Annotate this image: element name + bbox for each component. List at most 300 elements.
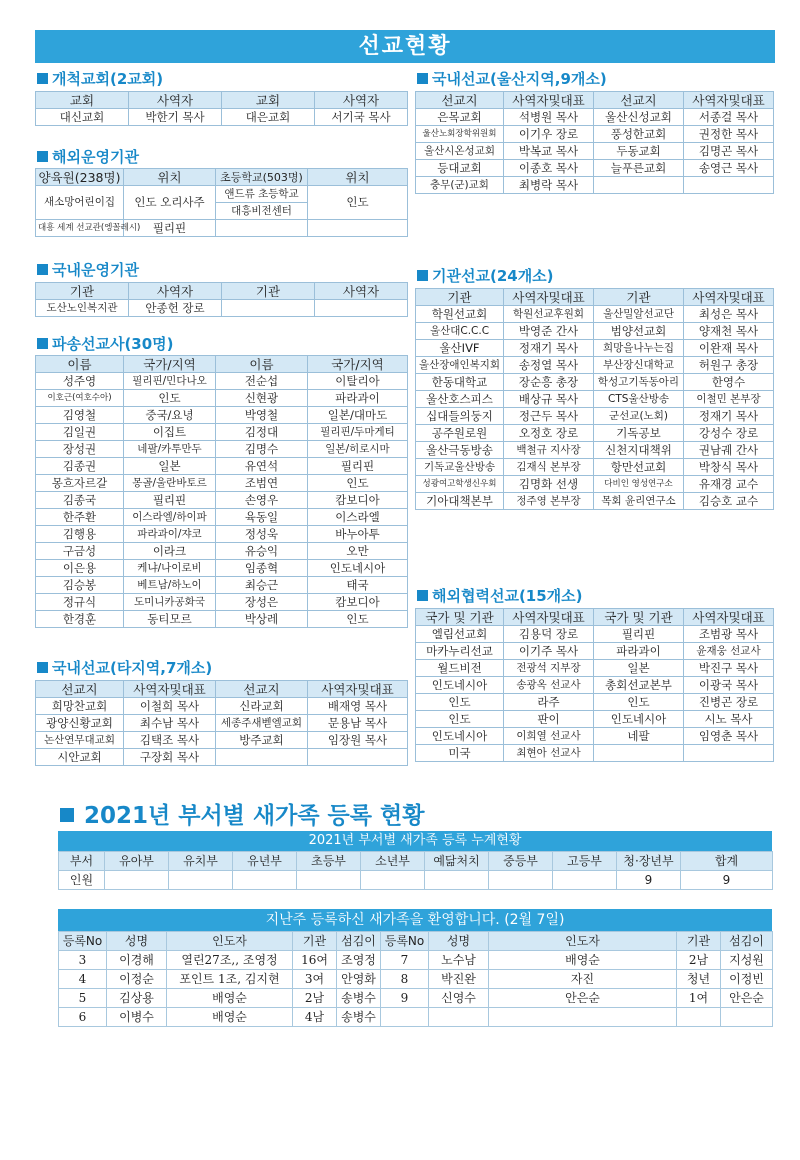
table-row [416, 493, 774, 510]
table-cell: 신천지대책위 [594, 442, 684, 459]
table-row [36, 560, 408, 577]
header-cell: 양육원(238명) [36, 169, 124, 186]
header-cell: 섬김이 [721, 932, 773, 951]
table-cell: 인도네시아 [416, 677, 504, 694]
table-cell: 전광석 지부장 [504, 660, 594, 677]
table-row [416, 126, 774, 143]
table-cell: 인도네시아 [594, 711, 684, 728]
table-cell: 임영춘 목사 [684, 728, 774, 745]
table-cell: 김재식 본부장 [504, 459, 594, 476]
table-cell: 박한기 목사 [129, 109, 222, 126]
header-cell: 선교지 [416, 92, 504, 109]
header-cell: 기관 [594, 289, 684, 306]
header-cell: 사역자및대표 [684, 92, 774, 109]
header-cell: 합계 [681, 852, 773, 871]
table-row [416, 408, 774, 425]
table-cell: 인도 [416, 711, 504, 728]
table-cell: 목회 윤리연구소 [594, 493, 684, 510]
header-cell: 위치 [124, 169, 216, 186]
table-cell: 이완재 목사 [684, 340, 774, 357]
table-cell: 은목교회 [416, 109, 504, 126]
table-cell: 신라교회 [216, 698, 308, 715]
table-row [416, 374, 774, 391]
table-cell: 김종권 [36, 458, 124, 475]
table-cell: 청년 [677, 970, 721, 989]
table-cell: 울산IVF [416, 340, 504, 357]
table-cell: 송병수 [337, 989, 381, 1008]
table-cell: 대흥 세계 선교관(엥꼴레시) [36, 220, 124, 237]
table-cell: 김종국 [36, 492, 124, 509]
table-cell: 김승호 교수 [684, 493, 774, 510]
table-cell [169, 871, 233, 890]
table-cell: 허원구 총장 [684, 357, 774, 374]
table-row [416, 357, 774, 374]
table-cell: 항만선교회 [594, 459, 684, 476]
table-cell: 두동교회 [594, 143, 684, 160]
table-cell: 8 [381, 970, 429, 989]
header-cell: 국가 및 기관 [594, 609, 684, 626]
table-cell: 윤재웅 선교사 [684, 643, 774, 660]
table-row [36, 594, 408, 611]
table-cell: 김명화 선생 [504, 476, 594, 493]
table-cell: 오만 [308, 543, 408, 560]
table-cell: 이병수 [107, 1008, 167, 1027]
table-cell [594, 177, 684, 194]
table-cell: 이스라엘/하이파 [124, 509, 216, 526]
square-bullet-icon [37, 264, 48, 275]
table-row [59, 989, 773, 1008]
header-cell: 선교지 [36, 681, 124, 698]
table-cell: 정주영 본부장 [504, 493, 594, 510]
table-cell: 동티모르 [124, 611, 216, 628]
table-cell: 신현광 [216, 390, 308, 407]
header-cell: 등록No [381, 932, 429, 951]
table-cell: 김승봉 [36, 577, 124, 594]
table-cell: 판이 [504, 711, 594, 728]
table-cell: 김택조 목사 [124, 732, 216, 749]
table-cell: 2남 [677, 951, 721, 970]
table-cell: 백철규 지사장 [504, 442, 594, 459]
table-cell: 이탈리아 [308, 373, 408, 390]
domestic-org-table [35, 282, 408, 317]
header-cell: 유년부 [233, 852, 297, 871]
table-cell: 문용남 목사 [308, 715, 408, 732]
header-cell: 사역자및대표 [124, 681, 216, 698]
table-cell: 케냐/나이로비 [124, 560, 216, 577]
header-cell: 성명 [429, 932, 489, 951]
table-cell: 안은순 [489, 989, 677, 1008]
table-cell: 이은용 [36, 560, 124, 577]
table-row [36, 509, 408, 526]
table-cell: 최수남 목사 [124, 715, 216, 732]
table-cell: 진병곤 장로 [684, 694, 774, 711]
table-cell: 서기국 목사 [315, 109, 408, 126]
table-row [36, 373, 408, 390]
registration-summary-table [58, 851, 773, 890]
table-cell: CTS울산방송 [594, 391, 684, 408]
table-row [416, 745, 774, 762]
table-cell [684, 177, 774, 194]
table-cell [222, 300, 315, 317]
header-cell: 이름 [36, 356, 124, 373]
table-cell: 정규식 [36, 594, 124, 611]
table-cell: 십대들의둥지 [416, 408, 504, 425]
table-cell: 울산장애인복지회 [416, 357, 504, 374]
table-cell [677, 1008, 721, 1027]
table-cell: 김명수 [216, 441, 308, 458]
table-row [416, 306, 774, 323]
header-cell: 선교지 [594, 92, 684, 109]
table-cell: 5 [59, 989, 107, 1008]
table-row [416, 442, 774, 459]
header-cell: 소년부 [361, 852, 425, 871]
table-cell: 포인트 1조, 김지현 [167, 970, 293, 989]
table-cell: 등대교회 [416, 160, 504, 177]
table-cell [315, 300, 408, 317]
table-cell: 논산연무대교회 [36, 732, 124, 749]
table-cell: 3 [59, 951, 107, 970]
table-cell: 이종호 목사 [504, 160, 594, 177]
table-cell: 장순흥 총장 [504, 374, 594, 391]
table-cell: 태국 [308, 577, 408, 594]
header-cell: 기관 [293, 932, 337, 951]
page-banner: 선교현황 [35, 30, 775, 63]
table-row [36, 543, 408, 560]
square-bullet-icon [417, 73, 428, 84]
table-cell: 신영수 [429, 989, 489, 1008]
header-cell: 예닮처치 [425, 852, 489, 871]
table-cell: 9 [617, 871, 681, 890]
table-cell: 이호근(여호수아) [36, 390, 124, 407]
table-row [36, 441, 408, 458]
table-row [416, 391, 774, 408]
dispatched-missionary-table [35, 355, 408, 628]
table-cell: 열린27조,, 조영정 [167, 951, 293, 970]
table-cell: 울산노회장학위원회 [416, 126, 504, 143]
table-cell: 인도 오리사주 [124, 186, 216, 220]
table-cell: 조범연 [216, 475, 308, 492]
table-row [416, 694, 774, 711]
table-cell: 이스라엘 [308, 509, 408, 526]
domestic-mission-ulsan-table [415, 91, 774, 194]
square-bullet-icon [37, 73, 48, 84]
header-cell: 청·장년부 [617, 852, 681, 871]
table-cell: 오정호 장로 [504, 425, 594, 442]
table-cell: 임종혁 [216, 560, 308, 577]
table-cell: 조영정 [337, 951, 381, 970]
table-cell: 부산장신대학교 [594, 357, 684, 374]
table-cell: 파라과이/쟈코 [124, 526, 216, 543]
table-cell: 몽골/울란바토르 [124, 475, 216, 492]
table-cell: 학원선교회 [416, 306, 504, 323]
header-cell: 사역자 [129, 92, 222, 109]
table-cell: 라주 [504, 694, 594, 711]
header-cell: 사역자 [315, 283, 408, 300]
table-cell [425, 871, 489, 890]
table-cell: 희망찬교회 [36, 698, 124, 715]
table-row [36, 577, 408, 594]
table-cell: 울산신성교회 [594, 109, 684, 126]
header-cell: 유치부 [169, 852, 233, 871]
table-cell: 울산밀알선교단 [594, 306, 684, 323]
table-cell: 배영순 [167, 989, 293, 1008]
header-cell: 섬김이 [337, 932, 381, 951]
table-cell: 송병수 [337, 1008, 381, 1027]
table-cell: 배영순 [489, 951, 677, 970]
table-cell: 1여 [677, 989, 721, 1008]
header-cell: 이름 [216, 356, 308, 373]
table-cell [381, 1008, 429, 1027]
table-cell: 송영근 목사 [684, 160, 774, 177]
table-cell: 김명곤 목사 [684, 143, 774, 160]
square-bullet-icon [417, 590, 428, 601]
table-cell: 이라크 [124, 543, 216, 560]
table-cell: 바누아투 [308, 526, 408, 543]
table-cell: 4 [59, 970, 107, 989]
table-cell: 안은순 [721, 989, 773, 1008]
table-row [36, 492, 408, 509]
table-cell [297, 871, 361, 890]
header-cell: 기관 [36, 283, 129, 300]
table-cell: 학원선교후원회 [504, 306, 594, 323]
table-cell: 인원 [59, 871, 105, 890]
table-row [36, 390, 408, 407]
table-cell: 미국 [416, 745, 504, 762]
table-cell: 파라과이 [594, 643, 684, 660]
table-cell: 조범광 목사 [684, 626, 774, 643]
table-row [36, 109, 408, 126]
table-row [416, 626, 774, 643]
header-cell: 국가/지역 [308, 356, 408, 373]
table-cell: 한영수 [684, 374, 774, 391]
table-cell: 인도 [308, 611, 408, 628]
table-cell: 최현아 선교사 [504, 745, 594, 762]
header-cell: 인도자 [167, 932, 293, 951]
institution-mission-table [415, 288, 774, 510]
table-cell [308, 749, 408, 766]
square-bullet-icon [60, 808, 74, 822]
table-cell: 새소망어린이집 [36, 186, 124, 220]
header-cell: 교회 [36, 92, 129, 109]
table-cell: 박영철 [216, 407, 308, 424]
square-bullet-icon [37, 662, 48, 673]
table-cell: 7 [381, 951, 429, 970]
table-cell [361, 871, 425, 890]
table-cell: 일본/대마도 [308, 407, 408, 424]
table-cell: 송광옥 선교사 [504, 677, 594, 694]
table-cell: 중국/요녕 [124, 407, 216, 424]
table-row [416, 160, 774, 177]
section-title-domestic-org: 국내운영기관 [37, 259, 139, 280]
table-cell: 6 [59, 1008, 107, 1027]
section-title-inst: 기관선교(24개소) [417, 265, 554, 286]
header-cell: 사역자 [129, 283, 222, 300]
table-cell: 박진완 [429, 970, 489, 989]
table-cell: 몽흐자르갈 [36, 475, 124, 492]
welcome-caption: 지난주 등록하신 새가족을 환영합니다. (2월 7일) [58, 909, 772, 931]
table-cell: 박복교 목사 [504, 143, 594, 160]
table-cell: 양재천 목사 [684, 323, 774, 340]
table-cell: 배상규 목사 [504, 391, 594, 408]
table-row [416, 476, 774, 493]
table-cell: 시안교회 [36, 749, 124, 766]
table-cell: 김용덕 장로 [504, 626, 594, 643]
table-cell: 임장원 목사 [308, 732, 408, 749]
table-cell: 김상용 [107, 989, 167, 1008]
table-cell: 이기주 목사 [504, 643, 594, 660]
table-cell: 풍성한교회 [594, 126, 684, 143]
table-cell: 유재경 교수 [684, 476, 774, 493]
table-row [416, 728, 774, 745]
table-cell: 송정열 목사 [504, 357, 594, 374]
table-cell: 인도 [416, 694, 504, 711]
table-cell: 이철민 본부장 [684, 391, 774, 408]
table-cell: 강성수 장로 [684, 425, 774, 442]
table-row [416, 643, 774, 660]
header-cell: 중등부 [489, 852, 553, 871]
table-cell: 광양신황교회 [36, 715, 124, 732]
table-row [36, 749, 408, 766]
table-cell: 권정한 목사 [684, 126, 774, 143]
header-cell: 부서 [59, 852, 105, 871]
table-row [36, 732, 408, 749]
table-cell [489, 871, 553, 890]
header-cell: 국가 및 기관 [416, 609, 504, 626]
table-cell: 앤드류 초등학교 [216, 186, 308, 203]
header-cell: 유아부 [105, 852, 169, 871]
table-cell: 유승익 [216, 543, 308, 560]
table-cell: 이희열 선교사 [504, 728, 594, 745]
table-cell: 배재영 목사 [308, 698, 408, 715]
header-cell: 기관 [416, 289, 504, 306]
table-cell: 최성은 목사 [684, 306, 774, 323]
table-cell: 네팔/카투만두 [124, 441, 216, 458]
table-cell: 캄보디아 [308, 594, 408, 611]
table-cell: 정재기 목사 [504, 340, 594, 357]
table-row [36, 526, 408, 543]
header-cell: 기관 [222, 283, 315, 300]
section-title-overseas-org: 해외운영기관 [37, 146, 139, 167]
table-cell: 대신교회 [36, 109, 129, 126]
table-cell: 김정대 [216, 424, 308, 441]
table-cell: 2남 [293, 989, 337, 1008]
table-cell: 필리핀 [124, 492, 216, 509]
table-cell: 16여 [293, 951, 337, 970]
table-cell: 3여 [293, 970, 337, 989]
table-row [59, 871, 773, 890]
table-row [36, 407, 408, 424]
new-family-welcome-table [58, 931, 773, 1027]
table-cell: 일본/히로시마 [308, 441, 408, 458]
table-cell: 안영화 [337, 970, 381, 989]
table-cell: 한주환 [36, 509, 124, 526]
table-cell: 이정순 [107, 970, 167, 989]
table-cell: 파라과이 [308, 390, 408, 407]
table-row [416, 425, 774, 442]
table-cell: 기독교울산방송 [416, 459, 504, 476]
table-cell: 군선교(노회) [594, 408, 684, 425]
table-row [416, 143, 774, 160]
table-cell: 9 [681, 871, 773, 890]
table-cell: 권남궤 간사 [684, 442, 774, 459]
section-title-pioneer: 개척교회(2교회) [37, 68, 163, 89]
table-cell [105, 871, 169, 890]
table-cell: 김행용 [36, 526, 124, 543]
table-cell: 이집트 [124, 424, 216, 441]
table-row [416, 340, 774, 357]
header-cell: 사역자및대표 [504, 289, 594, 306]
section-title-domestic-other: 국내선교(타지역,7개소) [37, 657, 212, 678]
table-cell: 세종주새벧엘교회 [216, 715, 308, 732]
table-row [36, 424, 408, 441]
table-cell: 정근두 목사 [504, 408, 594, 425]
header-cell: 사역자및대표 [504, 92, 594, 109]
table-cell: 월드비전 [416, 660, 504, 677]
table-cell: 캄보디아 [308, 492, 408, 509]
table-cell: 구금성 [36, 543, 124, 560]
table-cell: 성광여고학생신우회 [416, 476, 504, 493]
header-cell: 사역자및대표 [308, 681, 408, 698]
table-cell: 늘푸른교회 [594, 160, 684, 177]
table-cell: 인도네시아 [416, 728, 504, 745]
table-cell: 손영우 [216, 492, 308, 509]
table-cell: 배영순 [167, 1008, 293, 1027]
table-cell: 정성욱 [216, 526, 308, 543]
table-cell: 최승근 [216, 577, 308, 594]
table-cell: 공주원로원 [416, 425, 504, 442]
header-cell: 기관 [677, 932, 721, 951]
table-cell: 도미니카공화국 [124, 594, 216, 611]
table-cell: 석병원 목사 [504, 109, 594, 126]
header-cell: 성명 [107, 932, 167, 951]
table-cell: 시노 목사 [684, 711, 774, 728]
header-cell: 사역자및대표 [684, 609, 774, 626]
table-cell: 한동대학교 [416, 374, 504, 391]
domestic-mission-other-table [35, 680, 408, 766]
table-cell [233, 871, 297, 890]
table-cell: 자진 [489, 970, 677, 989]
table-cell [684, 745, 774, 762]
table-cell: 울산대C.C.C [416, 323, 504, 340]
section-title-ulsan: 국내선교(울산지역,9개소) [417, 68, 607, 89]
table-cell: 희망을나누는집 [594, 340, 684, 357]
table-cell: 인도네시아 [308, 560, 408, 577]
table-cell: 성주영 [36, 373, 124, 390]
section-title-dispatch: 파송선교사(30명) [37, 333, 174, 354]
registration-title: 2021년 부서별 새가족 등록 현황 [60, 797, 424, 830]
table-cell: 한경훈 [36, 611, 124, 628]
table-cell [216, 220, 308, 237]
table-row [59, 970, 773, 989]
table-cell: 박진구 목사 [684, 660, 774, 677]
header-cell: 사역자 [315, 92, 408, 109]
table-cell: 기아대책본부 [416, 493, 504, 510]
table-cell: 전순섭 [216, 373, 308, 390]
table-cell: 9 [381, 989, 429, 1008]
table-cell: 인도 [308, 475, 408, 492]
table-cell: 육동일 [216, 509, 308, 526]
table-cell: 엘림선교회 [416, 626, 504, 643]
table-cell: 김일권 [36, 424, 124, 441]
table-cell: 장성은 [216, 594, 308, 611]
table-cell: 정재기 목사 [684, 408, 774, 425]
table-cell: 인도 [594, 694, 684, 711]
table-cell: 도산노인복지관 [36, 300, 129, 317]
table-row [36, 611, 408, 628]
table-cell: 최병락 목사 [504, 177, 594, 194]
table-cell: 서종걸 목사 [684, 109, 774, 126]
table-cell: 대은교회 [222, 109, 315, 126]
